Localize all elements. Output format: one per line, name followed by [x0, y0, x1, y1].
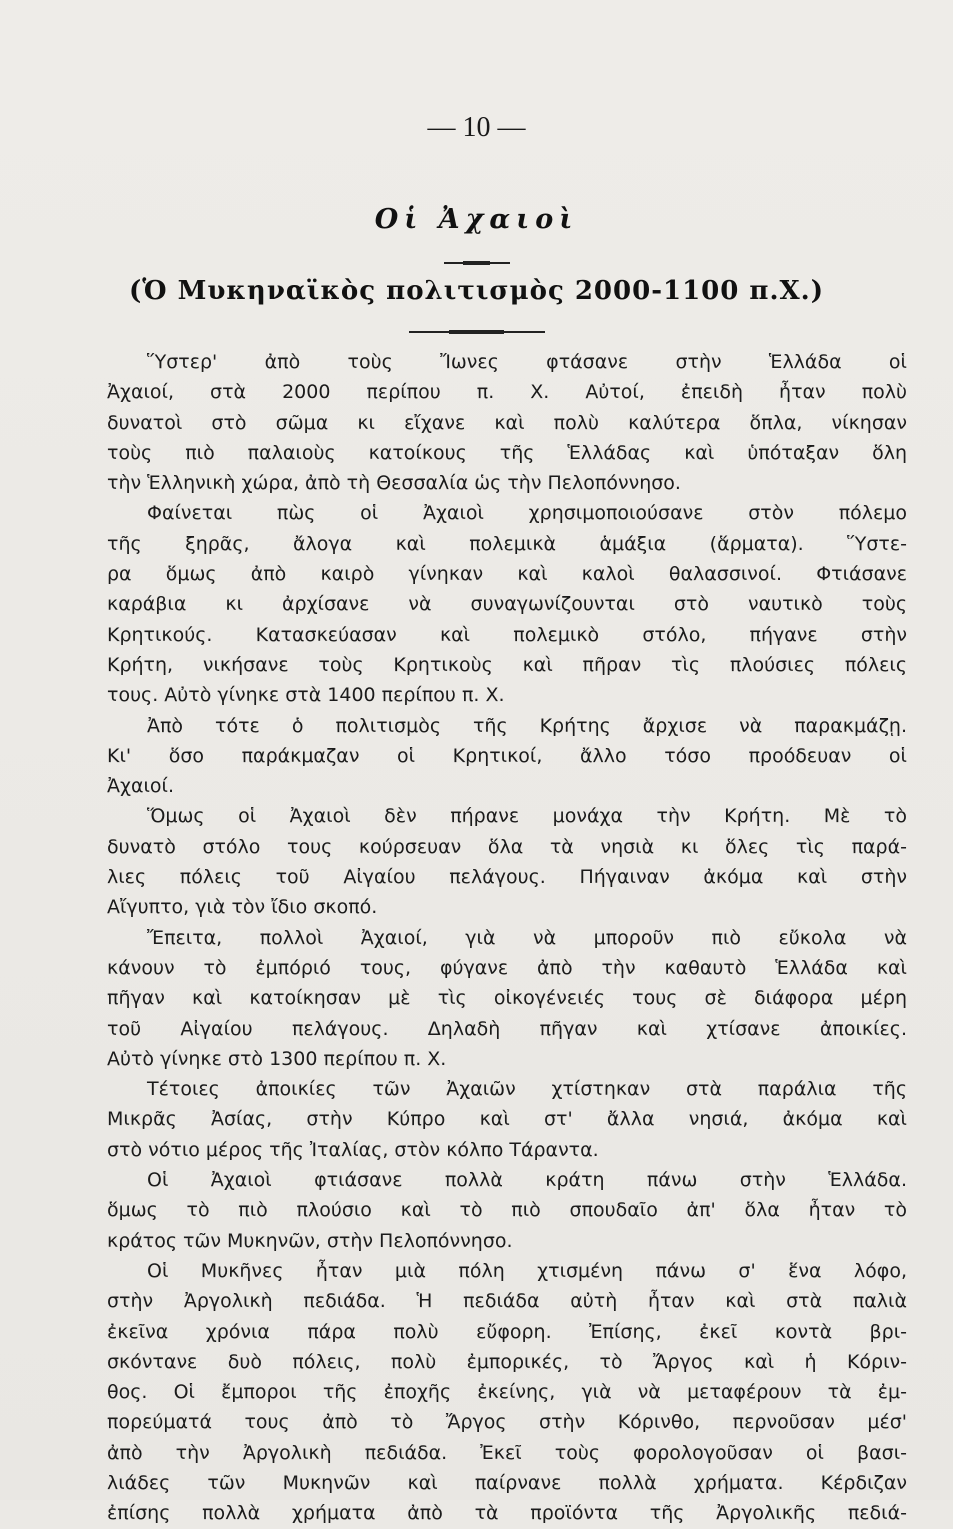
text-line: Μικρᾶς Ἀσίας, στὴν Κύπρο καὶ στ' ἄλλα νησιά, ἀκόμα καὶ [107, 1108, 907, 1131]
chapter-title: Οἱ Ἀχαιοὶ [374, 204, 579, 235]
text-line: ὅμως τὸ πιὸ πλούσιο καὶ τὸ πιὸ σπουδαῖο ἀπ' ὅλα ἦταν τὸ [107, 1199, 907, 1222]
text-line: τοὺς πιὸ παλαιοὺς κατοίκους τῆς Ἑλλάδας καὶ ὑπόταξαν ὅλη [107, 441, 907, 464]
text-line: Ἀπὸ τότε ὁ πολιτισμὸς τῆς Κρήτης ἄρχισε νὰ παρακμάζῃ. [147, 714, 907, 737]
text-line: Ἀχαιοί. [107, 775, 175, 798]
title-rule [444, 262, 510, 264]
text-line: Αἴγυπτο, γιὰ τὸν ἴδιο σκοπό. [107, 896, 378, 919]
text-line: ἐπίσης πολλὰ χρήματα ἀπὸ τὰ προϊόντα τῆς Ἀργολικῆς πεδιά- [107, 1502, 907, 1525]
text-line: πορεύματά τους ἀπὸ τὸ Ἄργος στὴν Κόρινθο, περνοῦσαν μέσ' [107, 1411, 907, 1434]
text-line: τοῦ Αἰγαίου πελάγους. Δηλαδὴ πῆγαν καὶ χτίσανε ἀποικίες. [107, 1017, 907, 1040]
text-line: Κι' ὅσο παράκμαζαν οἱ Κρητικοί, ἄλλο τόσο προόδευαν οἱ [107, 744, 907, 767]
text-line: δυνατοὶ στὸ σῶμα κι εἴχανε καὶ πολὺ καλύτερα ὅπλα, νίκησαν [107, 411, 907, 434]
text-line: Κρήτη, νικήσανε τοὺς Κρητικοὺς καὶ πῆραν τὶς πλούσιες πόλεις [107, 653, 907, 676]
chapter-subtitle: (Ὁ Μυκηναϊκὸς πολιτισμὸς 2000-1100 π.Χ.) [128, 276, 825, 306]
text-line: κράτος τῶν Μυκηνῶν, στὴν Πελοπόννησο. [107, 1229, 513, 1252]
text-line: Τέτοιες ἀποικίες τῶν Ἀχαιῶν χτίστηκαν στὰ παράλια τῆς [147, 1078, 907, 1101]
text-line: στὴν Ἀργολικὴ πεδιάδα. Ἡ πεδιάδα αὐτὴ ἦταν καὶ στὰ παλιὰ [107, 1290, 907, 1313]
text-line: Κρητικούς. Κατασκεύασαν καὶ πολεμικὸ στόλο, πήγανε στὴν [107, 623, 907, 646]
text-line: τῆς ξηρᾶς, ἄλογα καὶ πολεμικὰ ἁμάξια (ἅρματα). Ὕστε- [107, 532, 907, 555]
text-line: καράβια κι ἀρχίσανε νὰ συναγωνίζουνται στὸ ναυτικὸ τοὺς [107, 593, 907, 616]
text-line: θος. Οἱ ἔμποροι τῆς ἐποχῆς ἐκείνης, γιὰ νὰ μεταφέρουν τὰ ἐμ- [107, 1381, 907, 1404]
text-line: Ὕστερ' ἀπὸ τοὺς Ἴωνες φτάσανε στὴν Ἑλλάδα οἱ [147, 351, 907, 373]
text-line: Οἱ Ἀχαιοὶ φτιάσανε πολλὰ κράτη πάνω στὴν Ἑλλάδα. [147, 1169, 907, 1192]
text-line: λιες πόλεις τοῦ Αἰγαίου πελάγους. Πήγαιναν ἀκόμα καὶ στὴν [107, 866, 907, 889]
text-line: λιάδες τῶν Μυκηνῶν καὶ παίρνανε πολλὰ χρήματα. Κέρδιζαν [107, 1471, 907, 1494]
text-line: Ὅμως οἱ Ἀχαιοὶ δὲν πήρανε μονάχα τὴν Κρήτη. Μὲ τὸ [147, 805, 907, 828]
text-line: Φαίνεται πὼς οἱ Ἀχαιοὶ χρησιμοποιούσανε στὸν πόλεμο [147, 502, 907, 525]
text-line: στὸ νότιο μέρος τῆς Ἰταλίας, στὸν κόλπο Τάραντα. [107, 1138, 599, 1161]
text-line: Ἀχαιοί, στὰ 2000 περίπου π. Χ. Αὐτοί, ἐπειδὴ ἦταν πολὺ [107, 381, 907, 404]
text-line: Ἔπειτα, πολλοὶ Ἀχαιοί, γιὰ νὰ μποροῦν πιὸ εὔκολα νὰ [147, 926, 907, 949]
page-number: — 10 — [427, 112, 526, 143]
text-line: κάνουν τὸ ἐμπόριό τους, φύγανε ἀπὸ τὴν καθαυτὸ Ἑλλάδα καὶ [107, 956, 907, 979]
text-line: Αὐτὸ γίνηκε στὸ 1300 περίπου π. Χ. [107, 1047, 447, 1070]
body-text [107, 347, 907, 1529]
text-line: ἀπὸ τὴν Ἀργολικὴ πεδιάδα. Ἐκεῖ τοὺς φορολογοῦσαν οἱ βασι- [107, 1441, 907, 1464]
text-line: πῆγαν καὶ κατοίκησαν μὲ τὶς οἰκογένειές τους σὲ διάφορα μέρη [107, 987, 907, 1010]
text-line: ρα ὅμως ἀπὸ καιρὸ γίνηκαν καὶ καλοὶ θαλασσινοί. Φτιάσανε [107, 563, 907, 586]
text-line: σκόντανε δυὸ πόλεις, πολὺ ἐμπορικές, τὸ Ἄργος καὶ ἡ Κόριν- [107, 1350, 907, 1373]
text-line: ἐκεῖνα χρόνια πάρα πολὺ εὔφορη. Ἐπίσης, ἐκεῖ κοντὰ βρι- [107, 1320, 907, 1343]
text-line: τους. Αὐτὸ γίνηκε στὰ 1400 περίπου π. Χ. [107, 684, 505, 707]
text-line: τὴν Ἑλληνικὴ χώρα, ἀπὸ τὴ Θεσσαλία ὡς τὴν Πελοπόννησο. [107, 472, 681, 495]
text-line: Οἱ Μυκῆνες ἦταν μιὰ πόλη χτισμένη πάνω σ' ἕνα λόφο, [147, 1259, 907, 1282]
text-line: δυνατὸ στόλο τους κούρσευαν ὅλα τὰ νησιὰ κι ὅλες τὶς παρά- [107, 835, 907, 858]
subtitle-rule [409, 331, 545, 333]
